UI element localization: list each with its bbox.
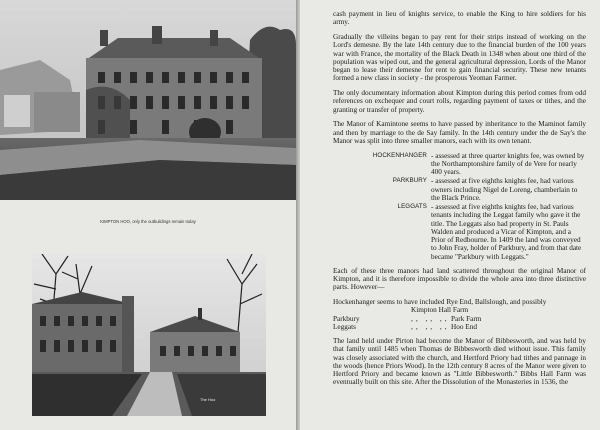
holding-row: Leggats ,, ,, ,, Hoo End	[333, 322, 477, 331]
holding-row: Kimpton Hall Farm	[411, 306, 469, 315]
paragraph-6: Hockenhanger seems to have included Rye End, Ballslough, and possibly	[333, 298, 547, 306]
manor-list	[333, 152, 586, 261]
holding-row: Parkbury ,, ,, ,, Park Farm	[333, 314, 482, 323]
manor-name: PARKBURY	[392, 177, 427, 185]
holdings-list	[333, 306, 586, 331]
paragraph-1: cash payment in lieu of knights service, to enable the King to hire soldiers for his army.	[333, 10, 586, 27]
manor-entry-parkbury	[333, 177, 586, 202]
right-page-text	[333, 10, 586, 393]
kimpton-hoo-photo	[0, 0, 296, 200]
paragraph-2: Gradually the villeins began to pay rent for their strips instead of working on the Lord's demesne. By the late 14th century due to the financial burden of the 100 years war with France, the mortality of the Black Death in 1348 when about one third of the population was wiped out, and the general agricultural depression, Lords of the Manor began to lease their demesne for rent to gain financial security. These new tenants formed a new class in society - the prosperous Yeoman Farmer.	[333, 33, 586, 83]
manor-name: LEGGATS	[397, 203, 427, 210]
left-page	[0, 0, 296, 430]
manor-description: - assessed at three quarter knights fee, was owned by the Northamptonshire family of de Vere for nearly 400 years.	[431, 151, 585, 176]
photo-label: The Hoo	[200, 397, 216, 402]
photo-caption: KIMPTON HOO, only the outbuildings remain today	[100, 219, 196, 224]
the-hoo-photo	[32, 254, 266, 416]
manor-name: HOCKENHANGER	[372, 151, 427, 159]
paragraph-3: The only documentary information about Kimpton during this period comes from odd references on exchequer and court rolls, regarding payment of taxes or tithes, and the granting or transfer of property.	[333, 89, 586, 114]
manor-description: - assessed at five eighths knights fee, had various owners including Nigel de Loreng, chamberlain to the Black Prince.	[431, 177, 578, 202]
manor-entry-leggats	[333, 203, 586, 261]
paragraph-5: Each of these three manors had land scattered throughout the original Manor of Kimpton, and it is therefore impossible to divide the whole area into three distinctive parts. However—	[333, 266, 586, 292]
manor-entry-hockenhanger	[333, 152, 586, 177]
paragraph-7: The land held under Pirton had become the Manor of Bibbesworth, and was held by that family until 1485 when Thomas de Bibbesworth died without issue. This family was closely associated with the church, and Hertford Priory had tithes and pannage in the woods (hence Priors Wood). In the 12th century 8 acres of the Manor were given to Hertford Priory and became known as "Little Bibbesworth." Bibbs Hall Farm was eventually built on this site. After the Dissolution of the Monasteries in 1536, the	[333, 337, 586, 387]
paragraph-4: The Manor of Kamintone seems to have passed by inheritance to the Maminot family and then by marriage to the de Say family. In the 14th century under the de Say's the Manor was split into three smaller manors, each with its own tenant.	[333, 120, 586, 145]
manor-description: - assessed at five eighths knights fee, had various tenants including the Leggat family who gave it the title. The Leggats also had property in St. Pauls Walden and produced a Vicar of Kimpton, and a Prior of Redbourne. In 1409 the land was conveyed to John Fray, holder of Parkbury, and from that date became "Parkbury with Leggats."	[431, 203, 582, 261]
